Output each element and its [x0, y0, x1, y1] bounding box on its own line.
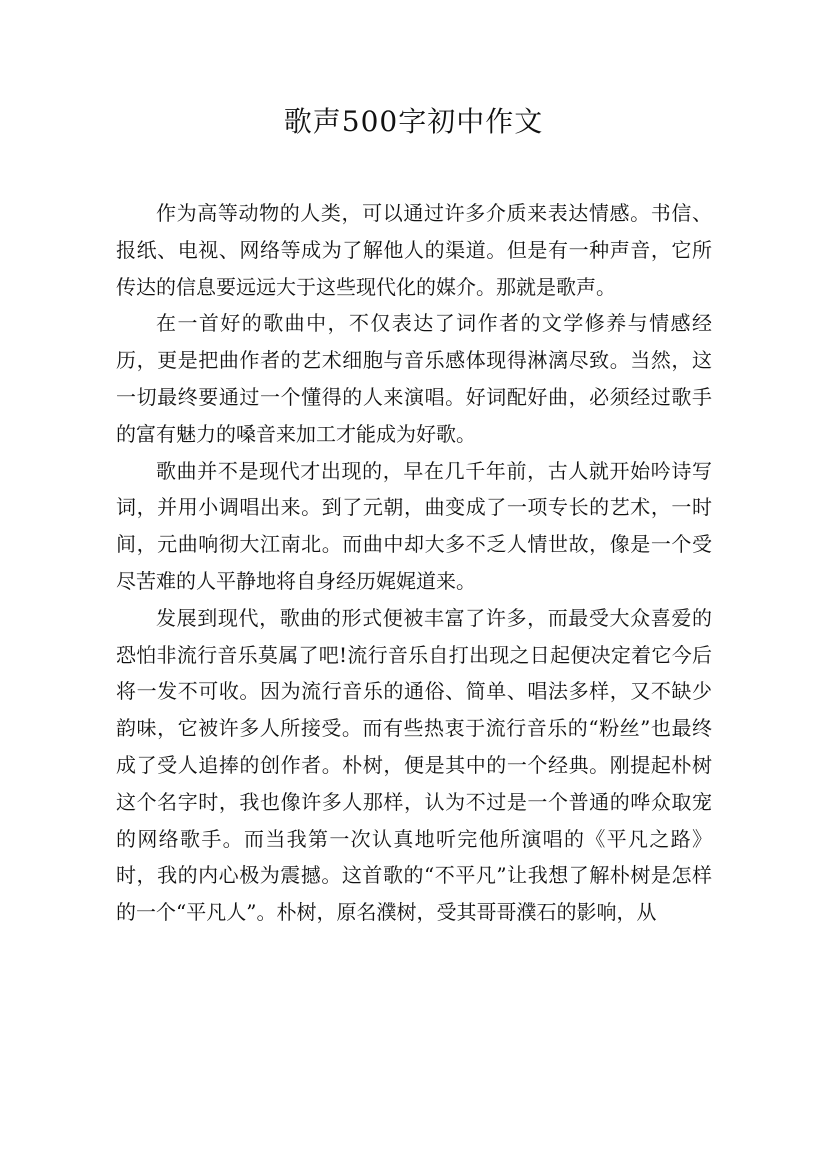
paragraph: 在一首好的歌曲中，不仅表达了词作者的文学修养与情感经历，更是把曲作者的艺术细胞与音乐感体现得淋漓尽致。当然，这一切最终要通过一个懂得的人来演唱。好词配好曲，必须经过歌手的富有魅力的嗓音来加工才能成为好歌。 — [116, 311, 712, 446]
document-body — [116, 195, 712, 931]
paragraph: 作为高等动物的人类，可以通过许多介质来表达情感。书信、报纸、电视、网络等成为了解他人的渠道。但是有一种声音，它所传达的信息要远远大于这些现代化的媒介。那就是歌声。 — [116, 201, 712, 299]
paragraph: 发展到现代，歌曲的形式便被丰富了许多，而最受大众喜爱的恐怕非流行音乐莫属了吧!流行音乐自打出现之日起便决定着它今后将一发不可收。因为流行音乐的通俗、简单、唱法多样，又不缺少韵味，它被许多人所接受。而有些热衷于流行音乐的“粉丝”也最终成了受人追捧的创作者。朴树，便是其中的一个经典。刚提起朴树这个名字时，我也像许多人那样，认为不过是一个普通的哗众取宠的网络歌手。而当我第一次认真地听完他所演唱的《平凡之路》时，我的内心极为震撼。这首歌的“不平凡”让我想了解朴树是怎样的一个“平凡人”。朴树，原名濮树，受其哥哥濮石的影响，从 — [116, 605, 712, 925]
paragraph: 歌曲并不是现代才出现的，早在几千年前，古人就开始吟诗写词，并用小调唱出来。到了元朝，曲变成了一项专长的艺术，一时间，元曲响彻大江南北。而曲中却大多不乏人情世故，像是一个受尽苦难的人平静地将自身经历娓娓道来。 — [116, 458, 712, 593]
document-title: 歌声500字初中作文 — [283, 105, 544, 138]
